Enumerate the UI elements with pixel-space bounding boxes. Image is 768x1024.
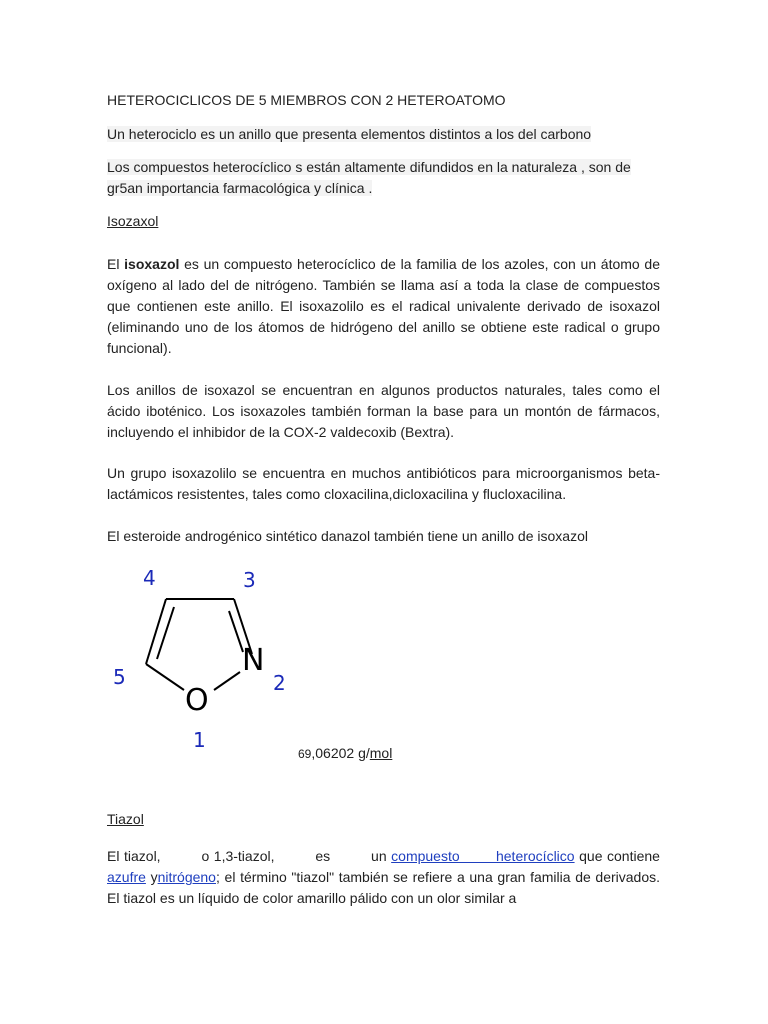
molar-mass-slash: / (365, 745, 370, 761)
isoxazol-bold-term: isoxazol (124, 256, 180, 272)
intro-definition (107, 124, 660, 145)
atom-oxygen: O (185, 683, 209, 718)
isoxazol-p1-pre: El (107, 256, 125, 272)
atom-nitrogen: N (242, 643, 265, 678)
isoxazol-heading: Isozaxol (107, 213, 159, 229)
tiazol-p1-c: y (145, 869, 158, 885)
molar-mass-unit-mol: mol (369, 745, 393, 761)
bond-c3-n2-double (229, 611, 243, 652)
intro-importance-text: Los compuestos heterocíclico s están altamente difundidos en la naturaleza , son de gr5an importancia farmacológica y clínica . (107, 159, 631, 196)
isoxazol-paragraph-1 (107, 254, 660, 359)
molar-mass-value: ,06202 (311, 745, 359, 761)
isoxazol-paragraph-4: El esteroide androgénico sintético danazol también tiene un anillo de isoxazol (107, 528, 588, 544)
position-label-2: 2 (273, 671, 286, 695)
bond-o1-c5 (146, 664, 184, 690)
tiazol-p1-a: El tiazol, o 1,3-tiazol, es un (107, 848, 392, 864)
tiazol-p1-b: que contiene (574, 848, 664, 864)
intro-importance (107, 157, 660, 199)
position-label-1: 1 (193, 728, 206, 752)
position-label-5: 5 (113, 665, 126, 689)
intro-definition-text: Un heterociclo es un anillo que presenta elementos distintos a los del carbono (107, 126, 592, 142)
bond-c5-c4 (146, 599, 166, 664)
molar-mass-prefix: 69 (298, 747, 312, 761)
link-nitrogeno[interactable]: nitrógeno (157, 869, 216, 885)
tiazol-paragraph (107, 846, 664, 909)
tiazol-heading: Tiazol (107, 811, 144, 827)
bond-n2-o1 (214, 672, 240, 690)
isoxazol-p1-post: es un compuesto heterocíclico de la familia de los azoles, con un átomo de oxígeno al lado del de nitrógeno. También se llama así a toda la clase de compuestos que contienen este anillo. El isoxazolilo es el radical univalente derivado de isoxazol (eliminando uno de los átomos de hidrógeno del anillo se obtiene este radical o grupo funcional). (107, 256, 660, 356)
molar-mass-unit-g: g (358, 745, 366, 761)
position-label-3: 3 (243, 568, 256, 592)
isoxazol-paragraph-3: Un grupo isoxazolilo se encuentra en muchos antibióticos para microorganismos beta-lactámicos resistentes, tales como cloxacilina,dicloxacilina y flucloxacilina. (107, 465, 660, 502)
tiazol-p1-d: ; el término "tiazol" también se refiere a una gran familia de derivados. El tiazol es un líquido de color amarillo pálido con un olor similar a (107, 869, 664, 906)
page-title: HETEROCICLICOS DE 5 MIEMBROS CON 2 HETEROATOMO (107, 92, 506, 108)
isoxazol-paragraph-2: Los anillos de isoxazol se encuentran en algunos productos naturales, tales como el ácido iboténico. Los isoxazoles también forman la base para un montón de fármacos, incluyendo el inhibidor de la COX-2 valdecoxib (Bextra). (107, 382, 660, 440)
bond-c5-c4-double (157, 607, 174, 659)
position-label-4: 4 (143, 566, 156, 590)
link-azufre[interactable]: azufre (107, 869, 146, 885)
molar-mass (298, 743, 392, 765)
link-compuesto-heterociclico[interactable]: compuesto heterocíclico (391, 848, 575, 864)
